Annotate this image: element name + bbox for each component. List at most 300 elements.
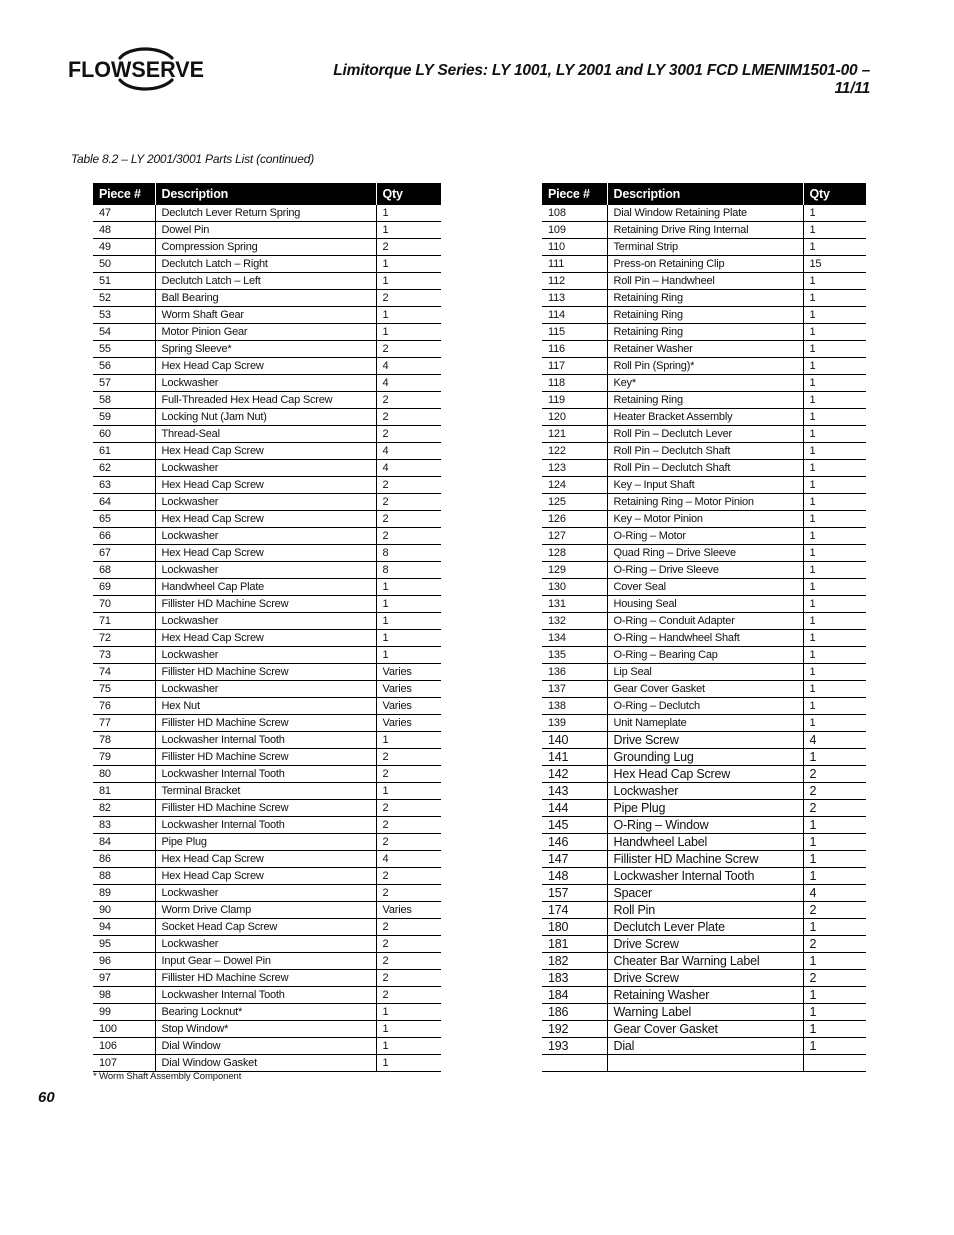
qty-cell: 1 (376, 1021, 441, 1038)
piece-number-cell: 53 (93, 307, 155, 324)
table-row (542, 375, 866, 392)
table-row (93, 392, 441, 409)
qty-cell: 1 (803, 426, 866, 443)
table-caption: Table 8.2 – LY 2001/3001 Parts List (continued) (71, 152, 315, 166)
qty-cell: 2 (376, 817, 441, 834)
piece-number-cell: 112 (542, 273, 607, 290)
description-cell: Lip Seal (607, 664, 803, 681)
piece-number-cell: 55 (93, 341, 155, 358)
piece-number-cell: 147 (542, 851, 607, 868)
footnote: * Worm Shaft Assembly Component (93, 1071, 242, 1082)
qty-cell: 4 (376, 375, 441, 392)
qty-cell: 1 (803, 358, 866, 375)
table-row (542, 766, 866, 783)
description-cell: Fillister HD Machine Screw (155, 715, 376, 732)
qty-cell: 1 (803, 681, 866, 698)
table-row (542, 528, 866, 545)
piece-number-cell: 186 (542, 1004, 607, 1021)
piece-number-cell: 138 (542, 698, 607, 715)
description-cell: Bearing Locknut* (155, 1004, 376, 1021)
qty-cell: 1 (803, 239, 866, 256)
piece-number-cell: 192 (542, 1021, 607, 1038)
table-row (93, 256, 441, 273)
piece-number-cell: 115 (542, 324, 607, 341)
column-header-description: Description (607, 183, 803, 205)
piece-number-cell: 124 (542, 477, 607, 494)
qty-cell: 1 (803, 477, 866, 494)
description-cell: Roll Pin (607, 902, 803, 919)
qty-cell: 2 (803, 800, 866, 817)
table-row (542, 443, 866, 460)
description-cell: Stop Window* (155, 1021, 376, 1038)
qty-cell: 1 (376, 579, 441, 596)
description-cell: Housing Seal (607, 596, 803, 613)
table-row (542, 426, 866, 443)
description-cell: O-Ring – Declutch (607, 698, 803, 715)
description-cell: Dial Window Gasket (155, 1055, 376, 1072)
table-row (93, 579, 441, 596)
qty-cell: 2 (376, 953, 441, 970)
qty-cell: 1 (376, 205, 441, 222)
description-cell: Heater Bracket Assembly (607, 409, 803, 426)
description-cell: Lockwasher (155, 885, 376, 902)
table-row (542, 358, 866, 375)
description-cell: Lockwasher (607, 783, 803, 800)
qty-cell: 2 (803, 766, 866, 783)
description-cell: Press-on Retaining Clip (607, 256, 803, 273)
qty-cell: 2 (803, 783, 866, 800)
description-cell: Roll Pin (Spring)* (607, 358, 803, 375)
qty-cell: 1 (376, 647, 441, 664)
description-cell: Motor Pinion Gear (155, 324, 376, 341)
piece-number-cell: 75 (93, 681, 155, 698)
description-cell: Warning Label (607, 1004, 803, 1021)
qty-cell: 2 (376, 511, 441, 528)
piece-number-cell: 120 (542, 409, 607, 426)
piece-number-cell: 130 (542, 579, 607, 596)
description-cell: Roll Pin – Declutch Shaft (607, 460, 803, 477)
description-cell: Handwheel Label (607, 834, 803, 851)
table-row (93, 375, 441, 392)
description-cell: Spacer (607, 885, 803, 902)
qty-cell: 1 (803, 545, 866, 562)
piece-number-cell: 66 (93, 528, 155, 545)
table-row (93, 511, 441, 528)
qty-cell: 1 (803, 1021, 866, 1038)
piece-number-cell: 57 (93, 375, 155, 392)
description-cell: Grounding Lug (607, 749, 803, 766)
piece-number-cell: 96 (93, 953, 155, 970)
qty-cell: 2 (803, 936, 866, 953)
description-cell: Terminal Strip (607, 239, 803, 256)
table-row (542, 222, 866, 239)
table-row (93, 715, 441, 732)
table-row (93, 273, 441, 290)
piece-number-cell: 143 (542, 783, 607, 800)
table-row (542, 732, 866, 749)
qty-cell: 1 (803, 715, 866, 732)
table-row (542, 596, 866, 613)
piece-number-cell: 106 (93, 1038, 155, 1055)
qty-cell: 1 (376, 1004, 441, 1021)
piece-number-cell: 157 (542, 885, 607, 902)
table-row (93, 953, 441, 970)
description-cell: Lockwasher Internal Tooth (607, 868, 803, 885)
table-row (93, 409, 441, 426)
table-header-row (93, 183, 441, 205)
description-cell: Lockwasher (155, 528, 376, 545)
description-cell: Lockwasher Internal Tooth (155, 732, 376, 749)
description-cell: O-Ring – Bearing Cap (607, 647, 803, 664)
table-row (93, 205, 441, 222)
description-cell: Cheater Bar Warning Label (607, 953, 803, 970)
description-cell: Retainer Washer (607, 341, 803, 358)
piece-number-cell: 64 (93, 494, 155, 511)
table-row (93, 358, 441, 375)
table-row (93, 1055, 441, 1072)
piece-number-cell: 84 (93, 834, 155, 851)
piece-number-cell: 89 (93, 885, 155, 902)
description-cell: Dowel Pin (155, 222, 376, 239)
table-row (93, 613, 441, 630)
description-cell: Fillister HD Machine Screw (155, 749, 376, 766)
description-cell: Lockwasher Internal Tooth (155, 817, 376, 834)
table-row (542, 511, 866, 528)
qty-cell: 2 (376, 868, 441, 885)
piece-number-cell: 71 (93, 613, 155, 630)
qty-cell: 1 (803, 834, 866, 851)
piece-number-cell: 131 (542, 596, 607, 613)
qty-cell: 1 (803, 494, 866, 511)
parts-table-right (542, 183, 866, 1072)
table-row (93, 477, 441, 494)
table-row (93, 426, 441, 443)
description-cell: Handwheel Cap Plate (155, 579, 376, 596)
table-row (542, 647, 866, 664)
qty-cell: Varies (376, 902, 441, 919)
description-cell: Fillister HD Machine Screw (155, 596, 376, 613)
table-row (542, 749, 866, 766)
table-row (542, 868, 866, 885)
table-row (93, 307, 441, 324)
piece-number-cell: 184 (542, 987, 607, 1004)
qty-cell: 2 (376, 494, 441, 511)
table-row (93, 749, 441, 766)
piece-number-cell: 128 (542, 545, 607, 562)
qty-cell: 1 (803, 579, 866, 596)
piece-number-cell: 78 (93, 732, 155, 749)
table-row (93, 562, 441, 579)
piece-number-cell: 99 (93, 1004, 155, 1021)
qty-cell: 1 (803, 273, 866, 290)
description-cell: Hex Head Cap Screw (155, 477, 376, 494)
table-row (93, 222, 441, 239)
qty-cell: 4 (376, 358, 441, 375)
piece-number-cell: 49 (93, 239, 155, 256)
piece-number-cell: 146 (542, 834, 607, 851)
piece-number-cell: 47 (93, 205, 155, 222)
table-row (93, 936, 441, 953)
qty-cell: 2 (376, 919, 441, 936)
column-header-piece: Piece # (542, 183, 607, 205)
description-cell: Lockwasher (155, 494, 376, 511)
description-cell: Declutch Lever Plate (607, 919, 803, 936)
table-row (93, 1004, 441, 1021)
description-cell: Retaining Ring (607, 392, 803, 409)
piece-number-cell: 60 (93, 426, 155, 443)
piece-number-cell: 135 (542, 647, 607, 664)
qty-cell: 1 (376, 1038, 441, 1055)
qty-cell: 1 (803, 664, 866, 681)
table-row (542, 936, 866, 953)
description-cell: Dial Window Retaining Plate (607, 205, 803, 222)
qty-cell: 1 (803, 596, 866, 613)
piece-number-cell: 140 (542, 732, 607, 749)
piece-number-cell: 72 (93, 630, 155, 647)
table-row (93, 324, 441, 341)
table-row (542, 494, 866, 511)
table-row (542, 970, 866, 987)
qty-cell: 1 (376, 596, 441, 613)
piece-number-cell: 113 (542, 290, 607, 307)
table-row (93, 681, 441, 698)
description-cell: Worm Shaft Gear (155, 307, 376, 324)
qty-cell: 1 (803, 868, 866, 885)
qty-cell: 2 (376, 341, 441, 358)
description-cell: Locking Nut (Jam Nut) (155, 409, 376, 426)
piece-number-cell: 111 (542, 256, 607, 273)
piece-number-cell: 54 (93, 324, 155, 341)
table-row (93, 732, 441, 749)
piece-number-cell: 114 (542, 307, 607, 324)
description-cell: Roll Pin – Handwheel (607, 273, 803, 290)
table-row (93, 868, 441, 885)
description-cell: Worm Drive Clamp (155, 902, 376, 919)
piece-number-cell: 63 (93, 477, 155, 494)
qty-cell: 1 (803, 324, 866, 341)
table-row (93, 800, 441, 817)
table-row (93, 783, 441, 800)
table-row (93, 698, 441, 715)
piece-number-cell: 81 (93, 783, 155, 800)
description-cell: O-Ring – Handwheel Shaft (607, 630, 803, 647)
table-header-row (542, 183, 866, 205)
description-cell: Unit Nameplate (607, 715, 803, 732)
description-cell: O-Ring – Drive Sleeve (607, 562, 803, 579)
table-row (542, 681, 866, 698)
description-cell: Fillister HD Machine Screw (155, 664, 376, 681)
table-row (93, 290, 441, 307)
qty-cell: 1 (803, 290, 866, 307)
table-row (542, 1055, 866, 1072)
piece-number-cell: 109 (542, 222, 607, 239)
qty-cell: 1 (376, 222, 441, 239)
qty-cell: 1 (803, 460, 866, 477)
description-cell: Ball Bearing (155, 290, 376, 307)
table-row (542, 783, 866, 800)
table-row (542, 273, 866, 290)
table-row (93, 1021, 441, 1038)
qty-cell: 1 (376, 783, 441, 800)
table-row (542, 307, 866, 324)
table-row (542, 613, 866, 630)
description-cell: Fillister HD Machine Screw (607, 851, 803, 868)
qty-cell: 1 (376, 307, 441, 324)
qty-cell: 2 (376, 392, 441, 409)
table-row (93, 834, 441, 851)
qty-cell: 2 (376, 477, 441, 494)
table-row (93, 817, 441, 834)
table-row (542, 1004, 866, 1021)
piece-number-cell: 82 (93, 800, 155, 817)
qty-cell: 2 (376, 800, 441, 817)
description-cell: Gear Cover Gasket (607, 681, 803, 698)
table-row (93, 545, 441, 562)
qty-cell: 1 (803, 851, 866, 868)
table-row (542, 256, 866, 273)
qty-cell: 1 (803, 953, 866, 970)
table-row (542, 392, 866, 409)
table-row (542, 460, 866, 477)
qty-cell: 1 (803, 749, 866, 766)
qty-cell: 15 (803, 256, 866, 273)
piece-number-cell: 117 (542, 358, 607, 375)
description-cell: Hex Head Cap Screw (155, 545, 376, 562)
piece-number-cell: 58 (93, 392, 155, 409)
description-cell: Key – Motor Pinion (607, 511, 803, 528)
qty-cell: 2 (376, 426, 441, 443)
qty-cell: 2 (376, 409, 441, 426)
piece-number-cell: 67 (93, 545, 155, 562)
piece-number-cell: 118 (542, 375, 607, 392)
description-cell: Fillister HD Machine Screw (155, 800, 376, 817)
table-row (93, 885, 441, 902)
piece-number-cell: 182 (542, 953, 607, 970)
description-cell: Hex Head Cap Screw (155, 868, 376, 885)
qty-cell: 1 (803, 698, 866, 715)
qty-cell: 1 (803, 613, 866, 630)
piece-number-cell: 142 (542, 766, 607, 783)
qty-cell: 8 (376, 562, 441, 579)
table-row (542, 324, 866, 341)
description-cell: O-Ring – Motor (607, 528, 803, 545)
table-row (542, 341, 866, 358)
table-row (93, 443, 441, 460)
table-row (542, 953, 866, 970)
description-cell: Retaining Ring (607, 307, 803, 324)
qty-cell: 1 (376, 273, 441, 290)
qty-cell: 1 (803, 443, 866, 460)
qty-cell: Varies (376, 698, 441, 715)
qty-cell: 1 (803, 392, 866, 409)
description-cell: Lockwasher (155, 647, 376, 664)
description-cell: Full-Threaded Hex Head Cap Screw (155, 392, 376, 409)
description-cell: Compression Spring (155, 239, 376, 256)
piece-number-cell: 79 (93, 749, 155, 766)
column-header-qty: Qty (803, 183, 866, 205)
qty-cell: 1 (803, 205, 866, 222)
table-row (542, 715, 866, 732)
description-cell: Lockwasher Internal Tooth (155, 766, 376, 783)
piece-number-cell: 129 (542, 562, 607, 579)
piece-number-cell: 123 (542, 460, 607, 477)
piece-number-cell: 70 (93, 596, 155, 613)
description-cell: Fillister HD Machine Screw (155, 970, 376, 987)
qty-cell: 1 (376, 324, 441, 341)
piece-number-cell: 119 (542, 392, 607, 409)
qty-cell: 1 (803, 1004, 866, 1021)
table-row (93, 919, 441, 936)
description-cell: Spring Sleeve* (155, 341, 376, 358)
table-row (542, 919, 866, 936)
piece-number-cell: 121 (542, 426, 607, 443)
description-cell: Retaining Washer (607, 987, 803, 1004)
piece-number-cell: 139 (542, 715, 607, 732)
qty-cell: 2 (376, 936, 441, 953)
table-row (542, 834, 866, 851)
description-cell: Roll Pin – Declutch Lever (607, 426, 803, 443)
table-row (542, 800, 866, 817)
table-row (93, 647, 441, 664)
piece-number-cell: 116 (542, 341, 607, 358)
piece-number-cell: 77 (93, 715, 155, 732)
table-row (542, 477, 866, 494)
qty-cell: 2 (376, 885, 441, 902)
piece-number-cell: 127 (542, 528, 607, 545)
qty-cell: 1 (803, 562, 866, 579)
description-cell: Hex Head Cap Screw (607, 766, 803, 783)
piece-number-cell: 180 (542, 919, 607, 936)
piece-number-cell: 52 (93, 290, 155, 307)
description-cell: Lockwasher (155, 375, 376, 392)
piece-number-cell: 62 (93, 460, 155, 477)
qty-cell (803, 1055, 866, 1072)
piece-number-cell: 76 (93, 698, 155, 715)
description-cell: Hex Nut (155, 698, 376, 715)
piece-number-cell (542, 1055, 607, 1072)
table-row (542, 851, 866, 868)
description-cell: Pipe Plug (607, 800, 803, 817)
qty-cell: 2 (803, 970, 866, 987)
piece-number-cell: 183 (542, 970, 607, 987)
table-row (542, 290, 866, 307)
piece-number-cell: 181 (542, 936, 607, 953)
piece-number-cell: 88 (93, 868, 155, 885)
description-cell: Declutch Latch – Right (155, 256, 376, 273)
description-cell: Socket Head Cap Screw (155, 919, 376, 936)
table-row (542, 409, 866, 426)
qty-cell: 1 (803, 817, 866, 834)
table-row (93, 460, 441, 477)
table-row (93, 630, 441, 647)
piece-number-cell: 145 (542, 817, 607, 834)
table-row (542, 239, 866, 256)
description-cell: Declutch Latch – Left (155, 273, 376, 290)
description-cell: Declutch Lever Return Spring (155, 205, 376, 222)
qty-cell: 4 (803, 732, 866, 749)
qty-cell: 1 (803, 528, 866, 545)
piece-number-cell: 65 (93, 511, 155, 528)
piece-number-cell: 80 (93, 766, 155, 783)
piece-number-cell: 61 (93, 443, 155, 460)
qty-cell: 1 (376, 732, 441, 749)
qty-cell: 2 (376, 834, 441, 851)
piece-number-cell: 97 (93, 970, 155, 987)
piece-number-cell: 59 (93, 409, 155, 426)
qty-cell: 1 (803, 341, 866, 358)
description-cell: O-Ring – Window (607, 817, 803, 834)
qty-cell: Varies (376, 681, 441, 698)
